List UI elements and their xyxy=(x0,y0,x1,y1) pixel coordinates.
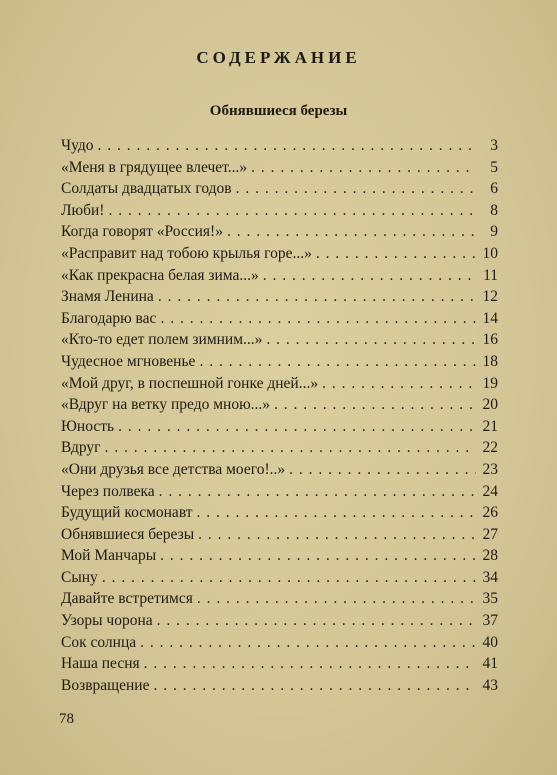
toc-entry-page: 12 xyxy=(482,288,498,306)
toc-entry-page: 43 xyxy=(482,676,498,694)
dot-leader xyxy=(316,243,476,265)
toc-entry xyxy=(61,588,498,610)
toc-entry-page: 20 xyxy=(482,396,498,414)
toc-entry-page: 21 xyxy=(482,417,498,435)
toc-entry-title: Вдруг xyxy=(61,439,101,457)
toc-entry-page: 6 xyxy=(490,180,498,198)
toc-entry-page: 5 xyxy=(490,158,498,176)
toc-entry-page: 35 xyxy=(482,590,498,608)
toc-entry-title: Благодарю вас xyxy=(61,309,157,327)
toc-entry xyxy=(61,437,498,459)
dot-leader xyxy=(159,481,476,503)
toc-entry-title: «Меня в грядущее влечет...» xyxy=(61,158,248,176)
dot-leader xyxy=(140,632,476,654)
toc-entry xyxy=(61,459,498,481)
toc-entry xyxy=(61,221,498,243)
dot-leader xyxy=(160,308,476,330)
dot-leader xyxy=(263,265,476,287)
toc-entry-title: Узоры чорона xyxy=(61,612,153,630)
dot-leader xyxy=(227,221,476,243)
toc-entry-title: Когда говорят «Россия!» xyxy=(61,223,223,241)
toc-entry xyxy=(61,524,498,546)
toc-entry-page: 27 xyxy=(482,525,498,543)
toc-entry-page: 8 xyxy=(490,201,498,219)
table-of-contents xyxy=(61,135,498,696)
toc-entry-page: 34 xyxy=(482,568,498,586)
dot-leader xyxy=(97,135,476,157)
toc-entry-page: 11 xyxy=(483,266,498,284)
dot-leader xyxy=(118,416,476,438)
toc-entry-title: «Вдруг на ветку предо мною...» xyxy=(61,396,271,414)
toc-entry xyxy=(61,286,498,308)
toc-entry xyxy=(61,394,498,416)
section-title: Обнявшиеся березы xyxy=(209,103,348,119)
dot-leader xyxy=(144,653,476,675)
toc-entry-title: Давайте встретимся xyxy=(61,590,193,608)
toc-entry-title: Юность xyxy=(61,417,115,435)
dot-leader xyxy=(153,675,476,697)
toc-entry-title: «Кто-то едет полем зимним...» xyxy=(61,331,263,349)
toc-entry-title: Через полвека xyxy=(61,482,155,500)
toc-entry-title: Сыну xyxy=(61,568,98,586)
toc-entry-page: 22 xyxy=(482,439,498,457)
toc-entry-page: 28 xyxy=(482,547,498,565)
dot-leader xyxy=(158,286,476,308)
toc-entry-title: Возвращение xyxy=(61,676,150,694)
dot-leader xyxy=(197,502,476,524)
toc-entry-page: 10 xyxy=(482,244,498,262)
dot-leader xyxy=(274,394,476,416)
toc-entry xyxy=(61,351,498,373)
toc-entry-title: «Мой друг, в поспешной гонке дней...» xyxy=(61,374,319,392)
toc-entry xyxy=(61,308,498,330)
toc-entry-page: 19 xyxy=(482,374,498,392)
toc-entry xyxy=(61,243,498,265)
toc-entry-page: 9 xyxy=(490,223,498,241)
dot-leader xyxy=(198,524,476,546)
toc-entry xyxy=(61,567,498,589)
toc-entry-title: Солдаты двадцатых годов xyxy=(61,180,232,198)
toc-entry xyxy=(61,200,498,222)
toc-entry xyxy=(61,610,498,632)
toc-entry xyxy=(61,157,498,179)
toc-entry xyxy=(61,653,498,675)
toc-entry xyxy=(61,675,498,697)
dot-leader xyxy=(322,373,476,395)
toc-entry-title: «Расправит над тобою крылья горе...» xyxy=(61,244,312,262)
dot-leader xyxy=(266,329,476,351)
toc-entry-title: Сок солнца xyxy=(61,633,137,651)
dot-leader xyxy=(199,351,476,373)
toc-entry xyxy=(61,416,498,438)
toc-entry-title: Чудесное мгновенье xyxy=(61,352,196,370)
toc-entry-page: 24 xyxy=(482,482,498,500)
toc-entry-page: 37 xyxy=(482,612,498,630)
toc-entry-page: 16 xyxy=(482,331,498,349)
dot-leader xyxy=(108,200,476,222)
dot-leader xyxy=(236,178,476,200)
toc-entry-page: 40 xyxy=(482,633,498,651)
dot-leader xyxy=(251,157,476,179)
toc-entry-title: Знамя Ленина xyxy=(61,288,154,306)
contents-heading: СОДЕРЖАНИЕ xyxy=(196,48,361,67)
toc-entry-page: 26 xyxy=(482,504,498,522)
toc-entry-title: «Как прекрасна белая зима...» xyxy=(61,266,259,284)
toc-entry xyxy=(61,373,498,395)
toc-entry-title: Мой Манчары xyxy=(61,547,157,565)
dot-leader xyxy=(289,459,476,481)
toc-entry-title: Наша песня xyxy=(61,655,140,673)
dot-leader xyxy=(160,545,476,567)
toc-entry-title: Люби! xyxy=(61,201,105,219)
toc-entry xyxy=(61,135,498,157)
toc-entry-page: 3 xyxy=(490,137,498,154)
toc-entry xyxy=(61,178,498,200)
toc-entry xyxy=(61,265,498,287)
toc-entry-title: Будущий космонавт xyxy=(61,504,193,522)
dot-leader xyxy=(157,610,476,632)
toc-entry-title: Чудо xyxy=(61,137,94,154)
toc-entry xyxy=(61,502,498,524)
toc-entry-page: 14 xyxy=(482,309,498,327)
toc-entry xyxy=(61,329,498,351)
toc-entry-title: «Они друзья все детства моего!..» xyxy=(61,460,286,478)
toc-entry-title: Обнявшиеся березы xyxy=(61,525,195,543)
toc-entry-page: 18 xyxy=(482,352,498,370)
toc-entry-page: 41 xyxy=(482,655,498,673)
toc-entry xyxy=(61,632,498,654)
toc-entry xyxy=(61,481,498,503)
dot-leader xyxy=(102,567,476,589)
dot-leader xyxy=(197,588,476,610)
toc-entry-page: 23 xyxy=(482,460,498,478)
dot-leader xyxy=(105,437,477,459)
page-number: 78 xyxy=(59,711,74,727)
toc-entry xyxy=(61,545,498,567)
